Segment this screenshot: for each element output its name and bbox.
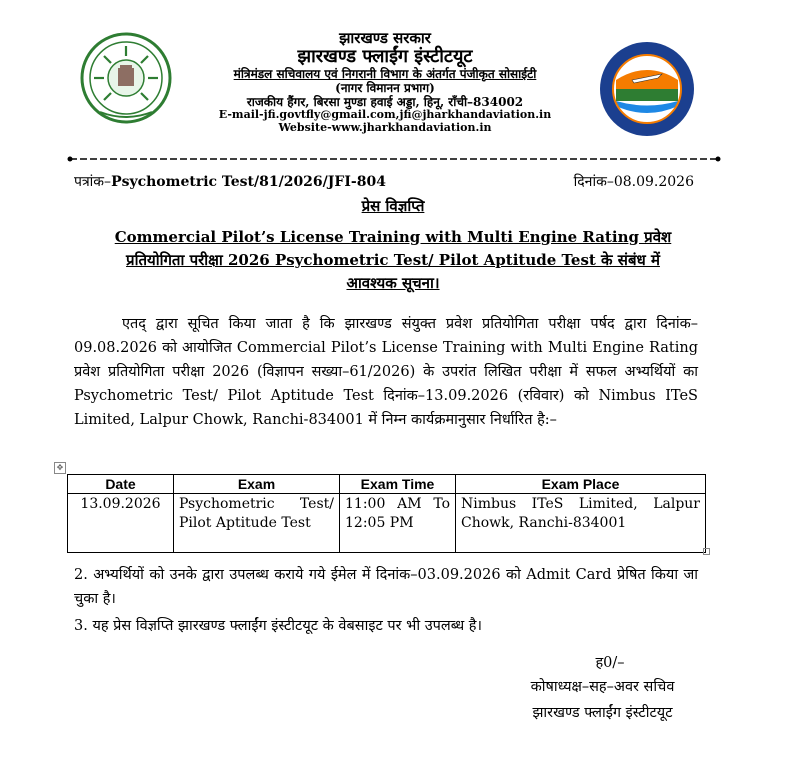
reference-date <box>574 172 694 191</box>
exam-schedule-table <box>67 474 706 553</box>
cell-date: 13.09.2026 <box>68 494 174 553</box>
header-date: Date <box>68 475 174 494</box>
body-paragraph <box>74 312 698 432</box>
signatory-organization: झारखण्ड फ्लाईंग इंस्टीटयूट <box>532 705 673 721</box>
reference-label: पत्रांक– <box>74 174 112 190</box>
date-label: दिनांक– <box>573 174 614 190</box>
address-line: राजकीय हैंगर, बिरसा मुण्डा हवाई अड्डा, हिनू, राँची–834002 <box>246 94 524 109</box>
reference-row <box>74 172 694 194</box>
header-exam-place: Exam Place <box>456 475 706 494</box>
body-text: एतद् द्वारा सूचित किया जाता है कि झारखण्ड संयुक्त प्रवेश प्रतियोगिता परीक्षा पर्षद द्वारा दिनांक–09.08.2026 को आयोजित Commercial Pilot’s License Training with Multi Engine Rating प्रवेश प्रतियोगिता परीक्षा 2026 (विज्ञापन सख्या–61/2026) के उपरांत लिखित परीक्षा में सफल अभ्यर्थियों का Psychometric Test/ Pilot Aptitude Test दिनांक–13.09.2026 (रविवार) को Nimbus ITeS Limited, Lalpur Chowk, Ranchi-834001 में निम्न कार्यक्रमानुसार निर्धारित है:– <box>74 316 698 428</box>
table-move-handle-icon[interactable]: ✥ <box>54 462 66 474</box>
table-row <box>68 494 706 553</box>
cell-exam: Psychometric Test/ Pilot Aptitude Test <box>174 494 340 553</box>
cell-exam-place: Nimbus ITeS Limited, Lalpur Chowk, Ranchi-834001 <box>456 494 706 553</box>
subject-heading <box>80 226 706 295</box>
press-release-title: प्रेस विज्ञप्ति <box>361 197 425 215</box>
table-header-row <box>68 475 706 494</box>
subject-line-1: Commercial Pilot’s License Training with Multi Engine Rating प्रवेश <box>114 228 672 246</box>
cell-exam-time: 11:00 AM To 12:05 PM <box>340 494 456 553</box>
date-value: 08.09.2026 <box>613 174 694 190</box>
subject-line-2: प्रतियोगिता परीक्षा 2026 Psychometric Test/ Pilot Aptitude Test के संबंध में <box>126 251 660 269</box>
signatory-designation: कोषाध्यक्ष–सह–अवर सचिव <box>530 679 675 695</box>
header-exam: Exam <box>174 475 340 494</box>
website-line: Website-www.jharkhandaviation.in <box>278 120 492 134</box>
registration-line: मंत्रिमंडल सचिवालय एवं निगरानी विभाग के अंतर्गत पंजीकृत सोसाईटी <box>233 66 537 81</box>
flying-institute-emblem-icon <box>598 40 696 138</box>
reference-value: Psychometric Test/81/2026/JFI-804 <box>111 174 386 190</box>
point-3: 3. यह प्रेस विज्ञप्ति झारखण्ड फ्लाईंग इंस्टीटयूट के वेबसाइट पर भी उपलब्ध है। <box>74 618 482 634</box>
subject-line-3: आवश्यक सूचना। <box>346 274 440 292</box>
letterhead-divider <box>66 154 722 164</box>
reference-number <box>74 172 386 191</box>
table-resize-handle[interactable] <box>703 548 710 555</box>
institute-name: झारखण्ड फ्लाईंग इंस्टीटयूट <box>297 46 473 68</box>
signature-mark: ह0/– <box>595 655 625 671</box>
government-name: झारखण्ड सरकार <box>339 29 431 47</box>
email-line: E-mail-jfi.govtfly@gmail.com,jfi@jharkhandaviation.in <box>218 108 552 122</box>
point-2: 2. अभ्यर्थियों को उनके द्वारा उपलब्ध कराये गये ईमेल में दिनांक–03.09.2026 को Admit Card प्रेषित किया जा चुका है। <box>74 567 698 607</box>
letterhead <box>175 30 595 135</box>
header-exam-time: Exam Time <box>340 475 456 494</box>
division-line: (नागर विमानन प्रभाग) <box>335 80 435 95</box>
jharkhand-government-seal-icon <box>80 32 172 124</box>
